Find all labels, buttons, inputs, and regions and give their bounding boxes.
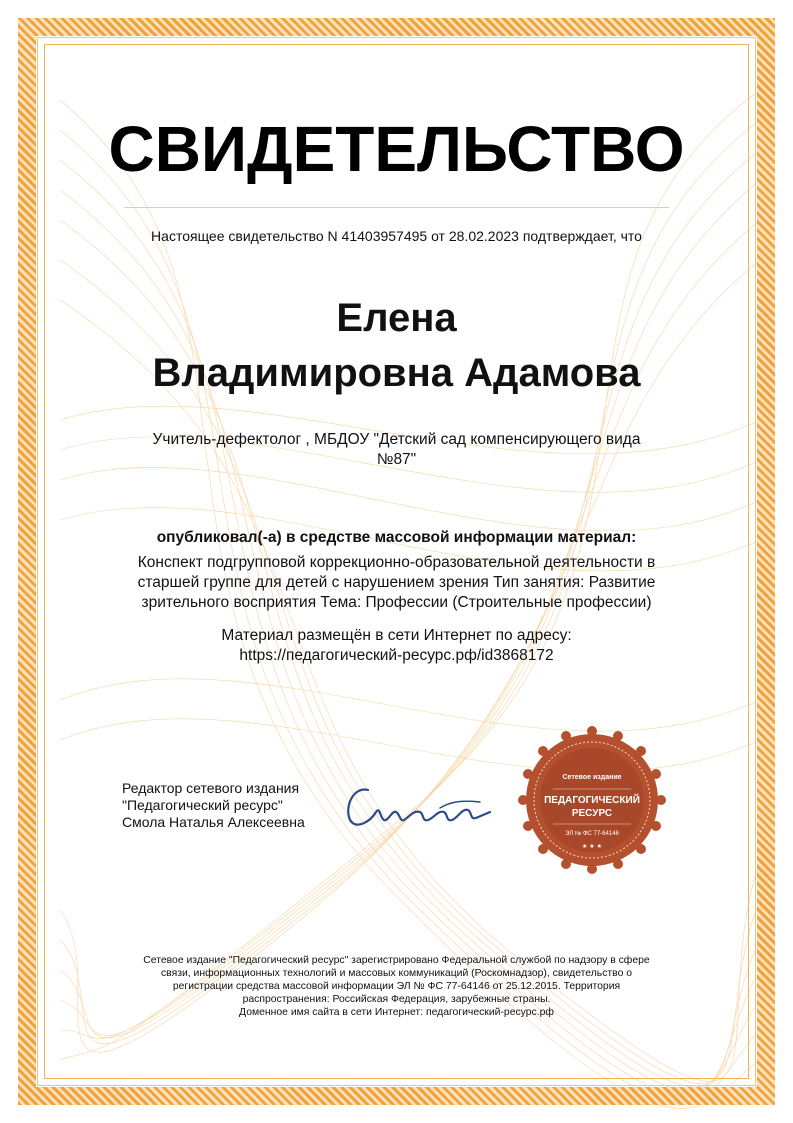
seal-reg-number: ЭЛ № ФС 77-64146 [565,831,619,837]
material-title [110,553,683,613]
confirmation-text: Настоящее свидетельство N 41403957495 от 28.02.2023 подтверждает, что [151,228,642,244]
seal-stars: ★ ★ ★ [582,843,602,850]
registration-footer [110,954,683,1019]
material-line: старшей группе для детей с нарушением зрения Тип занятия: Развитие [137,574,656,591]
recipient-patronymic-surname: Владимировна Адамова [152,351,641,395]
seal-top-text: Сетевое издание [562,774,622,781]
recipient-first-name: Елена [336,296,457,340]
footer-line: регистрации средства массовой информации ЭЛ № ФС 77-64146 от 25.12.2015. Территория [172,981,621,992]
editor-line: Редактор сетевого издания [122,780,300,796]
certificate-title: СВИДЕТЕЛЬСТВО [108,113,685,185]
location-url: https://педагогический-ресурс.рф/id3868172 [239,647,554,664]
material-line: зрительного восприятия Тема: Профессии (Строительные профессии) [141,594,652,611]
title-divider [124,207,669,208]
editor-line: "Педагогический ресурс" [122,797,283,813]
position-line: Учитель-дефектолог , МБДОУ "Детский сад компенсирующего вида [152,431,641,448]
editor-block [122,780,305,831]
material-line: Конспект подгрупповой коррекционно-образовательной деятельности в [137,554,656,571]
material-location [110,626,683,666]
footer-line: Доменное имя сайта в сети Интернет: педагогический-ресурс.рф [239,1007,554,1018]
footer-line: распространения: Российская Федерация, зарубежные страны. [242,994,551,1005]
publisher-seal [517,725,667,875]
seal-name-line1: ПЕДАГОГИЧЕСКИЙ [544,795,640,806]
recipient-position [110,430,683,470]
seal-name-line2: РЕСУРС [571,808,613,819]
footer-line: связи, информационных технологий и массовых коммуникаций (Роскомнадзор), свидетельство о [160,968,633,979]
location-label: Материал размещён в сети Интернет по адресу: [221,627,572,644]
published-label: опубликовал(-а) в средстве массовой информации материал: [156,529,637,546]
editor-signature [340,772,500,842]
footer-line: Сетевое издание "Педагогический ресурс" зарегистрировано Федеральной службой по надзору в сфере [143,955,650,966]
position-line: №87" [376,451,417,468]
editor-line: Смола Наталья Алексеевна [122,814,305,830]
